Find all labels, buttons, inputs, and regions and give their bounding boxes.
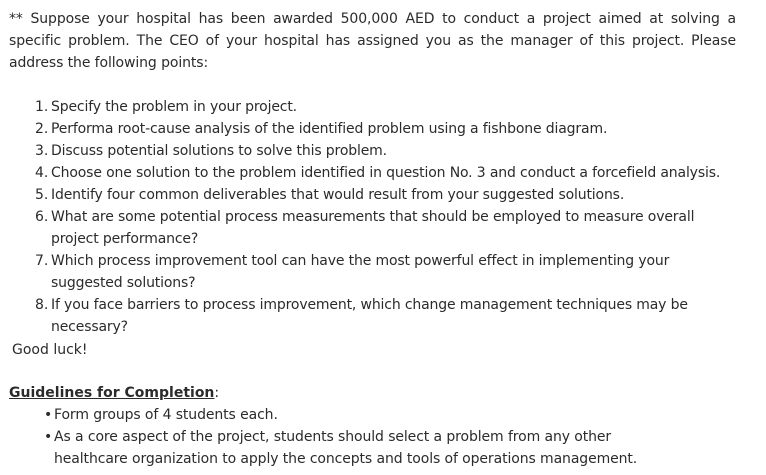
task-number: 5. [35,187,49,203]
task-item [35,184,735,206]
task-item [35,250,735,294]
task-item [35,140,735,162]
task-number: 6. [35,209,49,225]
task-number: 4. [35,165,49,181]
task-text: Choose one solution to the problem identified in question No. 3 and conduct a forcefield analysis. [51,165,721,181]
intro-paragraph: ** Suppose your hospital has been awarded 500,000 AED to conduct a project aimed at solving a specific problem. The CEO of your hospital has assigned you as the manager of this project. Please address the following points: [9,11,736,71]
guidelines-heading [9,382,219,404]
bullet-icon: • [44,407,53,423]
task-item [35,294,735,338]
task-item [35,162,735,184]
task-text: Performa root-cause analysis of the identified problem using a fishbone diagram. [51,121,608,137]
guidelines-heading-colon: : [214,385,220,401]
task-number: 8. [35,297,49,313]
task-number: 3. [35,143,49,159]
task-number: 7. [35,253,49,269]
guideline-text: As a core aspect of the project, students should select a problem from any other healthcare organization to apply the concepts and tools of operations management. [54,429,638,467]
guidelines-list [44,404,684,470]
closing-text: Good luck! [12,342,88,358]
task-item [35,96,735,118]
task-number: 1. [35,99,49,115]
guideline-item [44,426,684,470]
task-item [35,206,735,250]
task-item [35,118,735,140]
guideline-item [44,404,684,426]
task-text: Specify the problem in your project. [51,99,297,115]
task-text: If you face barriers to process improvement, which change management techniques may be necessary? [51,297,688,335]
task-text: Identify four common deliverables that would result from your suggested solutions. [51,187,625,203]
task-text: What are some potential process measurements that should be employed to measure overall project performance? [51,209,695,247]
guidelines-heading-text: Guidelines for Completion [9,385,215,401]
task-text: Which process improvement tool can have the most powerful effect in implementing your suggested solutions? [51,253,670,291]
guideline-text: Form groups of 4 students each. [54,407,278,423]
task-number: 2. [35,121,49,137]
bullet-icon: • [44,429,53,445]
task-list [35,96,735,338]
task-text: Discuss potential solutions to solve this problem. [51,143,387,159]
